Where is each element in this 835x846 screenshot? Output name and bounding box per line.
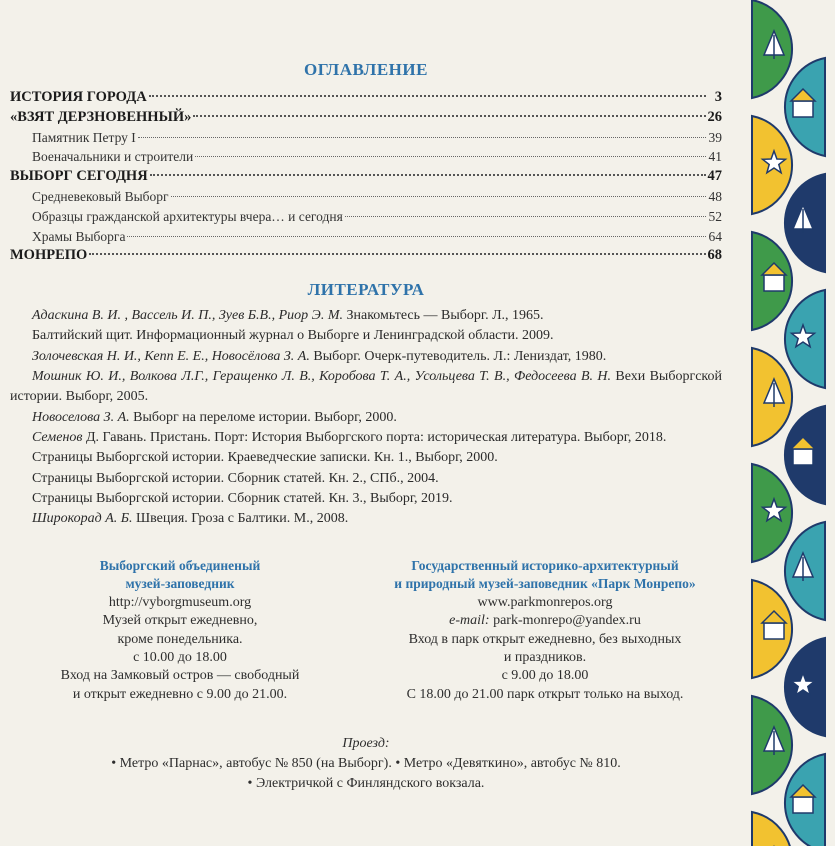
park-hours-line: С 18.00 до 21.00 парк открыт только на выход. bbox=[406, 686, 684, 702]
literature-list bbox=[10, 306, 722, 529]
toc-entry-label: МОНРЕПО bbox=[10, 247, 88, 264]
literature-item bbox=[10, 509, 722, 529]
email-label: e-mail: bbox=[449, 613, 490, 629]
dot-leader bbox=[149, 95, 706, 97]
literature-item bbox=[10, 347, 722, 367]
literature-item bbox=[10, 306, 722, 326]
toc-entry-label: Средневековый Выборг bbox=[32, 188, 169, 204]
transit-line: • Метро «Парнас», автобус № 850 (на Выборг). • Метро «Девяткино», автобус № 810. bbox=[111, 756, 621, 771]
toc-entry-page: 52 bbox=[708, 208, 722, 224]
contents-title: ОГЛАВЛЕНИЕ bbox=[304, 60, 428, 79]
literature-item bbox=[10, 367, 722, 408]
literature-text: Страницы Выборгской истории. Сборник статей. Кн. 3., Выборг, 2019. bbox=[32, 490, 453, 506]
museum-hours-line: кроме понедельника. bbox=[117, 631, 243, 647]
literature-text: Знакомьтесь — Выборг. Л., 1965. bbox=[343, 308, 544, 324]
literature-item bbox=[10, 448, 722, 468]
park-hours-line: с 9.00 до 18.00 bbox=[501, 668, 589, 684]
park-hours-line: Вход в парк открыт ежедневно, без выходных bbox=[408, 631, 682, 647]
literature-text: Страницы Выборгской истории. Краеведческие записки. Кн. 1., Выборг, 2000. bbox=[32, 450, 498, 466]
park-website-link[interactable]: www.parkmonrepos.org bbox=[477, 594, 613, 610]
toc-entry-page: 68 bbox=[707, 247, 722, 264]
literature-item bbox=[10, 408, 722, 428]
dot-leader bbox=[127, 236, 706, 237]
dot-leader bbox=[345, 216, 706, 217]
literature-text: Вехи Выборгской истории. Выборг, 2005. bbox=[10, 369, 723, 405]
toc-entry[interactable] bbox=[10, 246, 722, 266]
transit-heading: Проезд: bbox=[342, 736, 390, 751]
literature-text: Балтийский щит. Информационный журнал о Выборге и Ленинградской области. 2009. bbox=[32, 328, 554, 344]
monrepos-park-info bbox=[380, 557, 710, 704]
decorative-ornament-border bbox=[742, 0, 835, 846]
dot-leader bbox=[150, 174, 706, 176]
dot-leader bbox=[89, 253, 705, 255]
toc-entry-label: Памятник Петру I bbox=[32, 129, 136, 145]
literature-item bbox=[10, 469, 722, 489]
literature-item bbox=[10, 428, 722, 448]
house-icon bbox=[764, 623, 784, 639]
museum-hours-line: с 10.00 до 18.00 bbox=[133, 650, 227, 666]
toc-entry-label: Военачальники и строители bbox=[32, 149, 194, 165]
literature-item bbox=[10, 489, 722, 509]
literature-author: Адаскина В. И. , Вассель И. П., Зуев Б.В., Риор Э. М. bbox=[32, 308, 343, 324]
toc-entry[interactable] bbox=[10, 187, 722, 207]
dot-leader bbox=[193, 115, 705, 117]
toc-entry-page: 39 bbox=[708, 129, 722, 145]
literature-text: Д. Гавань. Пристань. Порт: История Выборгского порта: историческая литература. Выборг, 2018. bbox=[82, 429, 667, 445]
literature-text: Выборг. Очерк-путеводитель. Л.: Лениздат, 1980. bbox=[309, 348, 607, 364]
literature-author: Новоселова З. А. bbox=[32, 409, 130, 425]
house-icon bbox=[793, 449, 813, 465]
toc-entry-label: «ВЗЯТ ДЕРЗНОВЕННЫЙ» bbox=[10, 108, 192, 125]
house-icon bbox=[793, 797, 813, 813]
park-email[interactable] bbox=[380, 612, 710, 630]
dot-leader bbox=[138, 137, 706, 138]
museum-hours-line: Музей открыт ежедневно, bbox=[102, 613, 258, 629]
literature-author: Золочевская Н. И., Кепп Е. Е., Новосёлова З. А. bbox=[32, 348, 310, 364]
toc-entry-page: 47 bbox=[707, 168, 722, 185]
email-address: park-monrepo@yandex.ru bbox=[489, 613, 641, 629]
toc-entry-label: Образцы гражданской архитектуры вчера… и сегодня bbox=[32, 208, 343, 224]
toc-entry[interactable] bbox=[10, 88, 722, 108]
island-access-line: и открыт ежедневно с 9.00 до 21.00. bbox=[72, 686, 288, 702]
toc-entry-page: 64 bbox=[708, 228, 722, 244]
museum-name-line: музей-заповедник bbox=[125, 576, 235, 592]
literature-text: Выборг на переломе истории. Выборг, 2000. bbox=[129, 409, 397, 425]
park-hours-line: и праздников. bbox=[503, 650, 587, 666]
toc-entry-page: 26 bbox=[707, 108, 722, 125]
toc-entry[interactable] bbox=[10, 147, 722, 167]
vyborg-museum-info bbox=[20, 557, 340, 704]
literature-author: Мошник Ю. И., Волкова Л.Г., Геращенко Л. В., Коробова Т. А., Усольцева Т. В., Федосеева В. Н. bbox=[32, 369, 611, 385]
toc-entry-label: ВЫБОРГ СЕГОДНЯ bbox=[10, 168, 148, 185]
park-name-line: и природный музей-заповедник «Парк Монрепо» bbox=[394, 576, 696, 592]
toc-entry[interactable] bbox=[10, 207, 722, 227]
house-icon bbox=[793, 101, 813, 117]
transit-directions bbox=[10, 734, 722, 794]
literature-text: Швеция. Гроза с Балтики. М., 2008. bbox=[132, 511, 349, 527]
literature-text: Страницы Выборгской истории. Сборник статей. Кн. 2., СПб., 2004. bbox=[32, 470, 439, 486]
toc-entry[interactable] bbox=[10, 128, 722, 148]
dot-leader bbox=[195, 156, 706, 157]
literature-author: Широкорад А. Б. bbox=[32, 511, 133, 527]
island-access-line: Вход на Замковый остров — свободный bbox=[60, 668, 300, 684]
toc-entry-page: 48 bbox=[708, 188, 722, 204]
toc-entry[interactable] bbox=[10, 108, 722, 128]
house-icon bbox=[764, 275, 784, 291]
toc-entry[interactable] bbox=[10, 227, 722, 247]
transit-line: • Электричкой с Финляндского вокзала. bbox=[247, 776, 485, 791]
toc-entry-page: 3 bbox=[714, 89, 722, 105]
park-name-line: Государственный историко-архитектурный bbox=[411, 558, 679, 573]
literature-author: Семенов bbox=[32, 429, 83, 445]
table-of-contents bbox=[10, 88, 722, 266]
toc-entry[interactable] bbox=[10, 167, 722, 187]
toc-entry-label: Храмы Выборга bbox=[32, 228, 126, 244]
toc-entry-label: ИСТОРИЯ ГОРОДА bbox=[10, 89, 147, 105]
dot-leader bbox=[171, 196, 706, 197]
page-content bbox=[10, 60, 722, 529]
toc-entry-page: 41 bbox=[708, 149, 722, 165]
literature-item bbox=[10, 326, 722, 346]
museum-name-line: Выборгский объединеный bbox=[99, 558, 261, 573]
literature-title: ЛИТЕРАТУРА bbox=[307, 280, 425, 300]
museum-website-link[interactable]: http://vyborgmuseum.org bbox=[108, 594, 252, 610]
